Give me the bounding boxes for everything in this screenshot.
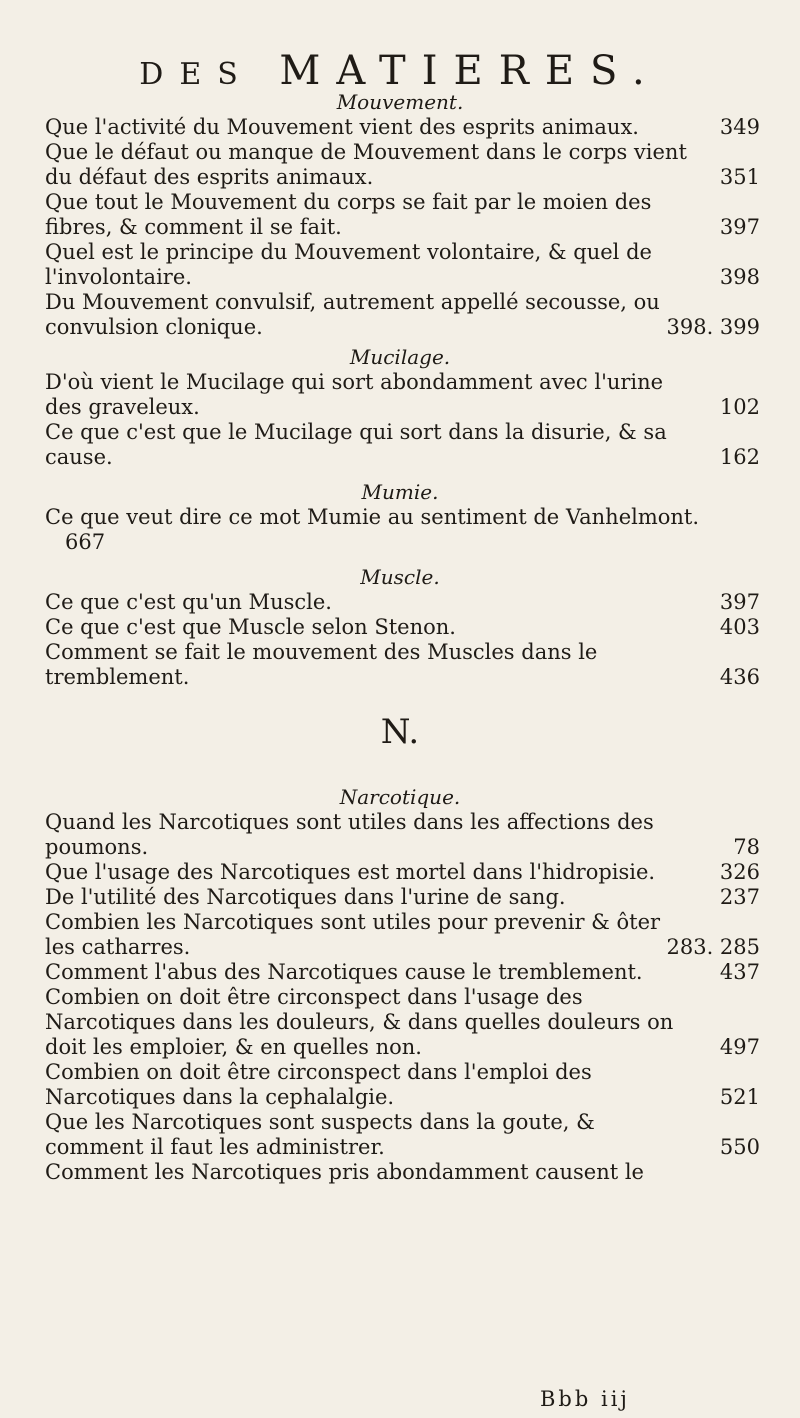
index-entry: Du Mouvement convulsif, autrement appellé secousse, ou convulsion clonique. 398. 399 [45,290,760,339]
index-entry: Que tout le Mouvement du corps se fait par le moien des fibres, & comment il se fait. 397 [45,190,760,239]
index-entry: Que l'usage des Narcotiques est mortel dans l'hidropisie. 326 [45,860,760,884]
header-first: DES [139,57,254,92]
section-title-mucilage: Mucilage. [349,345,451,369]
index-entry: Ce que c'est qu'un Muscle. 397 [45,590,760,614]
index-entry: Ce que c'est que le Mucilage qui sort dans la disurie, & sa cause. 162 [45,420,760,469]
index-entry: Ce que veut dire ce mot Mumie au sentiment de Vanhelmont. 667 [45,505,700,554]
section-title-muscle: Muscle. [360,565,440,589]
index-entry: Combien on doit être circonspect dans l'usage des Narcotiques dans les douleurs, & dans quelles douleurs on doit les emploier, & en quelles non. 497 [45,985,760,1059]
index-entry: Quel est le principe du Mouvement volontaire, & quel de l'involontaire. 398 [45,240,760,289]
section-title-narcotique: Narcotique. [339,785,461,809]
section-title-mumie: Mumie. [361,480,439,504]
index-entry: Quand les Narcotiques sont utiles dans les affections des poumons. 78 [45,810,760,859]
index-entry: Combien on doit être circonspect dans l'emploi des Narcotiques dans la cephalalgie. 521 [45,1060,760,1109]
header-second: MATIERES. [279,48,661,94]
running-header [0,48,800,94]
index-entry: Combien les Narcotiques sont utiles pour prevenir & ôter les catharres. 283. 285 [45,910,760,959]
index-entry: Ce que c'est que Muscle selon Stenon. 403 [45,615,760,639]
index-entry: Que le défaut ou manque de Mouvement dans le corps vient du défaut des esprits animaux. 351 [45,140,760,189]
index-entry: Comment les Narcotiques pris abondamment causent le [45,1160,644,1184]
letter-heading: N. [380,712,420,752]
index-entry: D'où vient le Mucilage qui sort abondamment avec l'urine des graveleux. 102 [45,370,760,419]
signature-mark: Bbb iij [540,1387,630,1411]
section-title-mouvement: Mouvement. [336,90,464,114]
index-entry: Que les Narcotiques sont suspects dans la goute, & comment il faut les administrer. 550 [45,1110,760,1159]
index-entry: De l'utilité des Narcotiques dans l'urine de sang. 237 [45,885,760,909]
index-entry: Comment l'abus des Narcotiques cause le tremblement. 437 [45,960,760,984]
index-entry: Que l'activité du Mouvement vient des esprits animaux. 349 [45,115,760,139]
index-entry: Comment se fait le mouvement des Muscles dans le tremblement. 436 [45,640,760,689]
